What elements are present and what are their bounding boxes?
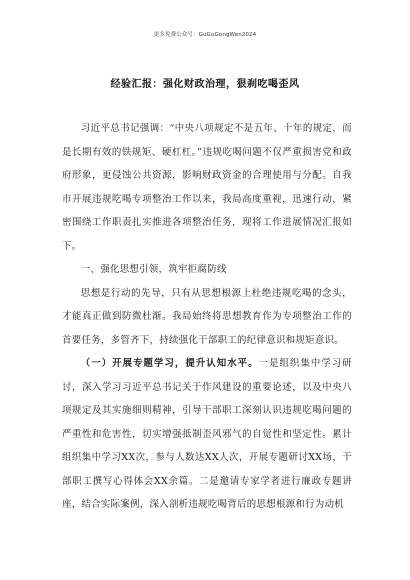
- paragraph-intro: [62, 117, 352, 258]
- document-title: 经验汇报：强化财政治理，狠刹吃喝歪风: [110, 79, 300, 90]
- document-body: [62, 117, 352, 517]
- paragraph-text: 习近平总书记强调：“中央八项规定不是五年、十年的规定，而是长期有效的铁规矩、硬杠杠。”违规吃喝问题不仅严重损害党和政府形象，更侵蚀公共资源，影响财政资金的合理使用与分配。自我市开展违规吃喝专项整治工作以来，我局高度重视，迅速行动，紧密围绕工作职责扎实推进各项整治任务，现将工作进展情况汇报如下。: [62, 123, 352, 252]
- paragraph-text: 思想是行动的先导，只有从思想根源上杜绝违规吃喝的念头，才能真正做到防微杜渐。我局始终将思想教育作为专项整治工作的首要任务，多管齐下，持续强化干部职工的纪律意识和规矩意识。: [62, 287, 352, 346]
- paragraph-study: [62, 352, 352, 517]
- header-note: 更多免费公众号：GuGuGongWen2024: [153, 32, 257, 38]
- paragraph-text: 一是组织集中学习研讨，深入学习习近平总书记关于作风建设的重要论述，以及中央八项规定及其实施细则精神，引导干部职工深刻认识违规吃喝问题的严重性和危害性，切实增强抵制歪风邪气的自觉性和坚定性。累计组织集中学习XX次，参与人数达XX人次，开展专题研讨XX场，干部职工撰写心得体会XX余篇。二是邀请专家学者进行廉政专题讲座，结合实际案例，深入剖析违规吃喝背后的思想根源和行为动机: [62, 358, 353, 510]
- paragraph-text: 一、强化思想引领，筑牢拒腐防线: [80, 264, 227, 275]
- section-heading: [62, 258, 352, 282]
- paragraph-thought: [62, 282, 352, 353]
- subheading-lead: （一）开展专题学习，提升认知水平。: [80, 358, 259, 369]
